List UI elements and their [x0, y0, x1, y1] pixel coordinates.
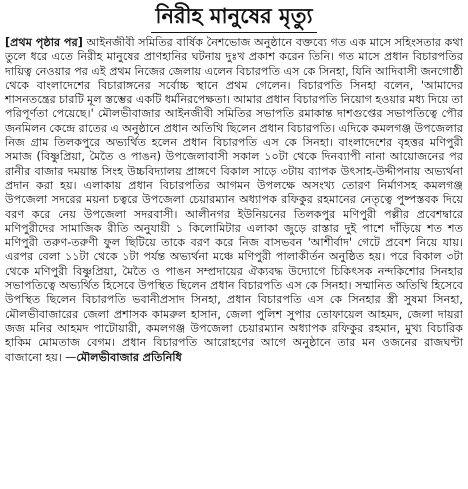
article-text: আইনজীবী সমিতির বার্ষিক নৈশভোজ অনুষ্ঠানে বক্তব্যে গত এক মাসে সহিংসতার কথা তুলে ধরে এতে নিরীহ মানুষের প্রাণহানির ঘটনায় দুঃখ প্রকাশ করেন তিনি। গত মাসে প্রধান বিচারপতির দায়িত্ব নেওয়ার পর এই প্রথম নিজের জেলায় এলেন বিচারপতি এস কে সিনহা, যিনি আদিবাসী জনগোষ্ঠী থেকে বাংলাদেশের বিচারাঙ্গনের সর্বোচ্চ স্থানে প্রথম গেলেন। বিচারপতি সিনহা বলেন, 'আমাদের শাসনতন্ত্রের চারটি মূল স্তম্ভের একটি ধর্মনিরপেক্ষতা। আমার প্রধান বিচারপতি নিয়োগ হওয়ার মধ্য দিয়ে তা পরিপূর্ণতা পেয়েছে।' মৌলভীবাজার আইনজীবী সমিতির সভাপতি রমাকান্ত দাশগুপ্তের সভাপতিত্বে পৌর জনমিলন কেন্দ্রে রাতের এ অনুষ্ঠানে প্রধান অতিথি ছিলেন প্রধান বিচারপতি। এদিকে কমলগঞ্জ উপজেলার নিজ গ্রাম তিলকপুরে অভ্যর্থিত হলেন প্রধান বিচারপতি এস কে সিনহা। বাংলাদেশের বৃহত্তর মণিপুরী সমাজ (বিষ্ণুপ্রিয়া, মৈতৈ ও পাঙন) উপজেলাবাসী সকাল ১০টা থেকে দিনব্যাপী নানা আয়োজনের পর রানীর বাজার দময়ান্ত সিংহ উচ্চবিদ্যালয় প্রাঙ্গণে বিকাল সাড়ে ৩টায় ব্যাপক উৎসাহ-উদ্দীপনায় অভ্যর্থনা প্রদান করা হয়। এলাকায় প্রধান বিচারপতির আগমন উপলক্ষে অসংখ্য তোরণ নির্মাণসহ কমলগঞ্জ উপজেলা সদরের ময়না চত্বরে উপজেলা চেয়ারম্যান অধ্যাপক রফিকুর রহমানের নেতৃত্বে পুষ্পস্তবক দিয়ে বরণ করে নেয় উপজেলা সদরবাসী। আলীনগর ইউনিয়নের তিলকপুর মণিপুরী পল্লীর প্রবেশদ্বারে মণিপুরীদের সামাজিক রীতি অনুযায়ী ১ কিলোমিটার এলাকা জুড়ে রাস্তার দুই পাশে দাঁড়িয়ে শত শত মণিপুরী তরুণ-তরুণী ফুল ছিটিয়ে তাকে বরণ করে নিজ বাসভবন 'আশীর্বাদ' গেটে প্রবেশ নিয়ে যায়। এরপর বেলা ১১টা থেকে ১টা পর্যন্ত অভ্যর্থনা মঞ্চে মণিপুরী পালাকীর্তন অনুষ্ঠিত হয়। পরে বিকাল ৩টা থেকে মণিপুরী বিষ্ণুপ্রিয়া, মৈতৈ ও পাঙন সম্প্রদায়ের ঐক্যবদ্ধ উদ্যোগে চিকিৎসক নন্দকিশোর সিনহার সভাপতিত্বে অভ্যর্থিত হিসেবে উপস্থিত ছিলেন প্রধান বিচারপতি এস কে সিনহা। সম্মানিত অতিথি হিসেবে উপস্থিত ছিলেন বিচারপতি ভবানীপ্রসাদ সিনহা, প্রধান বিচারপতি এস কে সিনহার স্ত্রী সুষমা সিনহা, মৌলভীবাজারের জেলা প্রশাসক কামরুল হাসান, জেলা পুলিশ সুপার তোফায়েল আহমদ, জেলা দায়রা জজ মনির আহমদ পাটোয়ারী, কমলগঞ্জ উপজেলা চেয়ারম্যান অধ্যাপক রফিকুর রহমান, মুখ্য বিচারিক হাকিম মোমতাজ বেগম। প্রধান বিচারপতি আরোহণের আগে অনুষ্ঠানে তার মন ওজনের রাজঘণ্টা বাজানো হয়। —	[5, 36, 463, 364]
byline: মৌলভীবাজার প্রতিনিধি	[76, 350, 182, 364]
headline-container	[0, 2, 468, 34]
headline: নিরীহ মানুষের মৃত্যু	[151, 2, 316, 33]
article-paragraph	[5, 36, 463, 365]
continuation-label: [প্রথম পৃষ্ঠার পর]	[5, 36, 83, 49]
article-body	[5, 36, 463, 486]
